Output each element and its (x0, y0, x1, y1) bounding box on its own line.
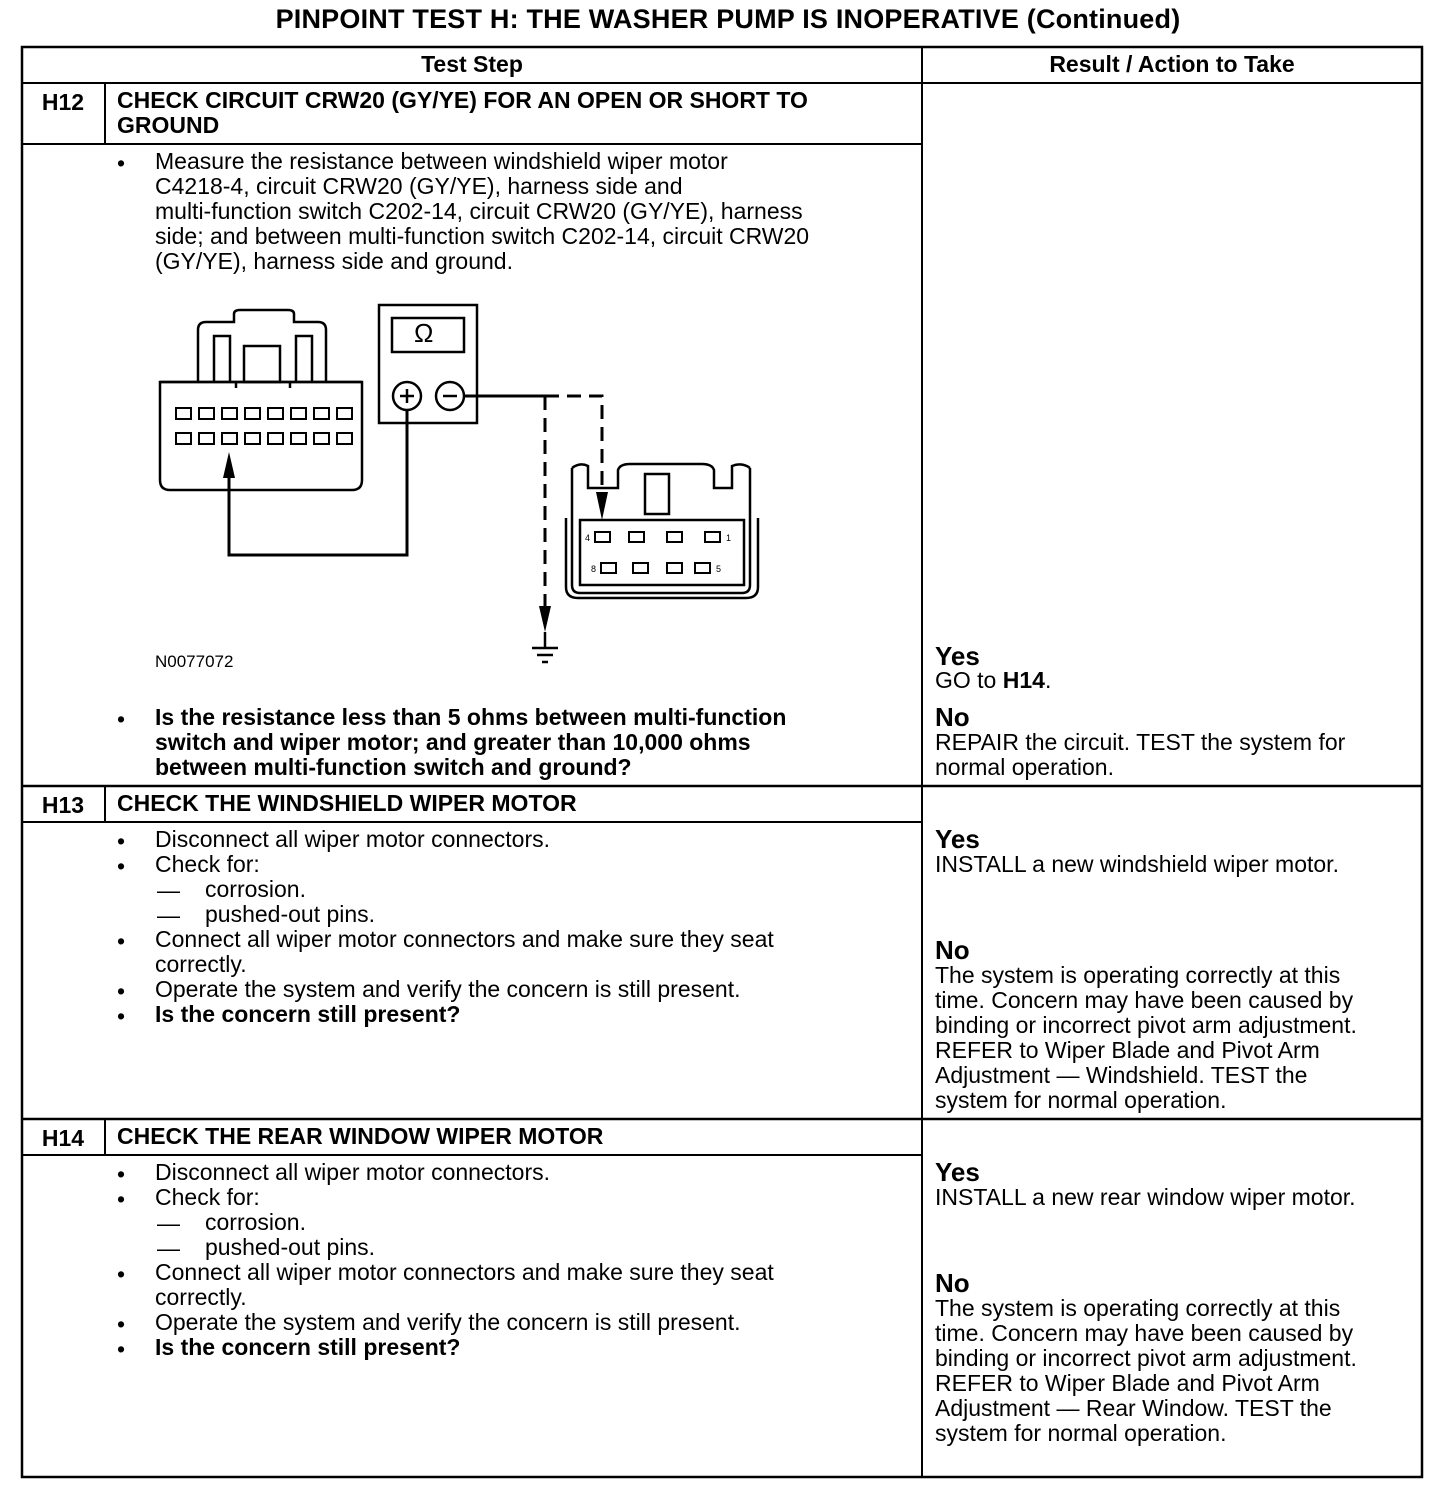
bullet: • (117, 1161, 126, 1187)
dash: — (157, 1235, 180, 1261)
h14-item: Operate the system and verify the concern is still present. (155, 1309, 741, 1335)
step-id-h13: H13 (41, 792, 85, 818)
pin-label: 4 (585, 533, 591, 543)
h14-subitem: pushed-out pins. (205, 1234, 376, 1260)
bullet: • (117, 150, 126, 176)
h14-item: Check for: (155, 1184, 260, 1210)
bullet: • (117, 1003, 126, 1029)
bullet: • (117, 1261, 126, 1287)
h13-subitem: corrosion. (205, 876, 306, 902)
h14-yes-label: Yes (935, 1157, 980, 1187)
bullet: • (117, 853, 126, 879)
h14-item: Disconnect all wiper motor connectors. (155, 1159, 550, 1185)
h12-yes-action: GO to H14. (935, 667, 1052, 693)
dash: — (157, 902, 180, 928)
bullet: • (117, 706, 126, 732)
h12-yes-label: Yes (935, 641, 980, 671)
ohmmeter-wiring-diagram (150, 300, 790, 680)
bullet: • (117, 1336, 126, 1362)
h12-no-action: REPAIR the circuit. TEST the system for normal operation. (935, 729, 1346, 780)
pin-label: 8 (591, 564, 597, 574)
h14-item: Connect all wiper motor connectors and make sure they seat correctly. (155, 1259, 774, 1310)
h13-no-label: No (935, 935, 970, 965)
h13-question: Is the concern still present? (155, 1001, 461, 1027)
h13-yes-action: INSTALL a new windshield wiper motor. (935, 851, 1339, 877)
h12-instruction: Measure the resistance between windshield wiper motor C4218-4, circuit CRW20 (GY/YE), harness side and multi-function switch C202-14, circuit CRW20 (GY/YE), harness side; and between multi-function switch C202-14, circuit CRW20 (GY/YE), harness side and ground. (155, 148, 810, 274)
pin-label: 1 (726, 533, 732, 543)
step-title-h14: CHECK THE REAR WINDOW WIPER MOTOR (117, 1123, 604, 1149)
bullet: • (117, 928, 126, 954)
h14-subitem: corrosion. (205, 1209, 306, 1235)
h12-no-label: No (935, 702, 970, 732)
bullet: • (117, 978, 126, 1004)
dash: — (157, 877, 180, 903)
page-title: PINPOINT TEST H: THE WASHER PUMP IS INOPERATIVE (Continued) (275, 4, 1181, 34)
h13-yes-label: Yes (935, 824, 980, 854)
step-title-h13: CHECK THE WINDSHIELD WIPER MOTOR (117, 790, 577, 816)
step-id-h12: H12 (41, 89, 85, 115)
ohm-symbol: Ω (414, 318, 434, 348)
pin-label: 5 (716, 564, 722, 574)
bullet: • (117, 1186, 126, 1212)
h13-item: Operate the system and verify the concern is still present. (155, 976, 741, 1002)
h14-question: Is the concern still present? (155, 1334, 461, 1360)
header-result: Result / Action to Take (1049, 51, 1295, 77)
dash: — (157, 1210, 180, 1236)
h13-no-action: The system is operating correctly at this time. Concern may have been caused by binding or incorrect pivot arm adjustment. REFER to Wiper Blade and Pivot Arm Adjustment — Windshield. TEST the system for normal operation. (935, 962, 1357, 1113)
figure-id: N0077072 (155, 652, 234, 671)
h14-no-label: No (935, 1268, 970, 1298)
bullet: • (117, 828, 126, 854)
h14-yes-action: INSTALL a new rear window wiper motor. (935, 1184, 1356, 1210)
step-title-h12: CHECK CIRCUIT CRW20 (GY/YE) FOR AN OPEN OR SHORT TO GROUND (117, 87, 808, 138)
h14-no-action: The system is operating correctly at this time. Concern may have been caused by binding or incorrect pivot arm adjustment. REFER to Wiper Blade and Pivot Arm Adjustment — Rear Window. TEST the system for normal operation. (935, 1295, 1357, 1446)
h13-item: Disconnect all wiper motor connectors. (155, 826, 550, 852)
h13-item: Connect all wiper motor connectors and make sure they seat correctly. (155, 926, 774, 977)
h12-question: Is the resistance less than 5 ohms between multi-function switch and wiper motor; and greater than 10,000 ohms between multi-function switch and ground? (155, 704, 787, 780)
h13-item: Check for: (155, 851, 260, 877)
h13-subitem: pushed-out pins. (205, 901, 376, 927)
bullet: • (117, 1311, 126, 1337)
header-test-step: Test Step (421, 51, 523, 77)
step-id-h14: H14 (41, 1125, 85, 1151)
